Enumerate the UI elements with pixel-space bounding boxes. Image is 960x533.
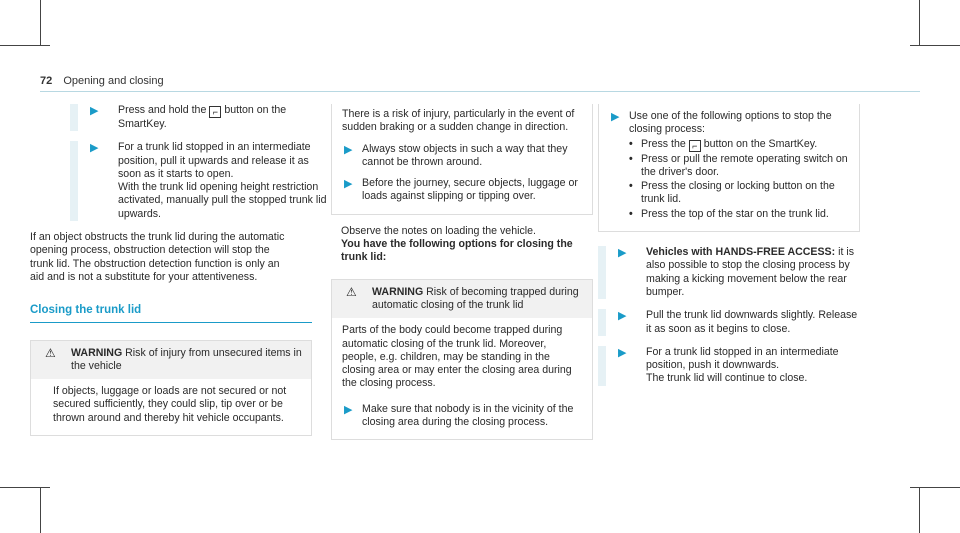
warning-triangle-icon: ⚠: [346, 284, 357, 299]
step-intermediate: ▶ For a trunk lid stopped in an intermediate position, pull it upwards and release it as soon as it starts to open. With the trunk lid opening height restriction activated, manually pull the stopped trunk lid upwards.: [70, 141, 328, 221]
warning-box: ⚠ WARNING Risk of injury from unsecured items in the vehicle If objects, luggage or loads are not secured or not secured sufficiently, they could slip, tip over or be thrown around and thereby hit vehicle occupants.: [30, 340, 312, 436]
notes-paragraph: Observe the notes on loading the vehicle.: [341, 224, 536, 237]
crop-mark: [919, 488, 920, 533]
step-push-down: ▶ For a trunk lid stopped in an intermediate position, push it downwards. The trunk lid will continue to close.: [598, 346, 860, 386]
arrow-right-icon: ▶: [611, 111, 620, 123]
crop-mark: [910, 45, 960, 46]
column-2: [331, 104, 593, 440]
crop-mark: [40, 488, 41, 533]
warning-triangle-icon: ⚠: [45, 345, 56, 360]
trunk-key-icon: ⌐: [209, 106, 221, 118]
obstruction-paragraph: If an object obstructs the trunk lid during the automatic opening process, obstruction detection will stop the trunk lid. The obstruction detection function is only an aid and is not a substitute for your attentiveness.: [30, 231, 285, 283]
arrow-right-icon: ▶: [90, 142, 99, 155]
column-1: [30, 104, 328, 436]
section-title: Closing the trunk lid: [30, 304, 312, 322]
arrow-right-icon: ▶: [618, 247, 627, 260]
page-title: Opening and closing: [63, 75, 164, 87]
arrow-right-icon: ▶: [618, 310, 627, 323]
header-rule: [40, 91, 920, 92]
warning-continued: There is a risk of injury, particularly in the event of sudden braking or a sudden change in direction. ▶ Always stow objects in such a way that they cannot be thrown around. ▶ Before the journey, secure objects, luggage or loads against slipping or tipping over.: [331, 104, 593, 215]
crop-mark: [910, 487, 960, 488]
step-pull-down: ▶ Pull the trunk lid downwards slightly. Release it as soon as it begins to close.: [598, 309, 860, 336]
arrow-right-icon: ▶: [90, 105, 99, 117]
column-3: [598, 104, 860, 396]
arrow-right-icon: ▶: [344, 143, 353, 156]
crop-mark: [919, 0, 920, 45]
arrow-right-icon: ▶: [344, 403, 353, 416]
warning-box-trapped: ⚠ WARNING Risk of becoming trapped during automatic closing of the trunk lid Parts of the body could become trapped during automatic closing of the trunk lid. Moreover, people, e.g. children, may be standing in the closing area or may enter the closing area during the closing process. ▶ Make sure that nobody is in the vicinity of the closing area during the closing process.: [331, 279, 593, 441]
page-number: 72: [40, 75, 53, 87]
page-header: [40, 75, 164, 88]
crop-mark: [0, 45, 50, 46]
arrow-right-icon: ▶: [344, 178, 353, 191]
crop-mark: [40, 0, 41, 45]
options-heading: You have the following options for closing the trunk lid:: [341, 238, 573, 264]
trunk-key-icon: ⌐: [689, 140, 701, 152]
crop-mark: [0, 487, 50, 488]
step-press-hold: ▶ Press and hold the ⌐ button on the SmartKey.: [70, 104, 328, 131]
stop-options-box: ▶ Use one of the following options to stop the closing process: • Press the ⌐ button on the SmartKey. • Press or pull the remote operating switch on the driver's door. • Press the closing or locking button on the trunk lid. • Press the top of the star on the trunk lid.: [598, 104, 860, 232]
arrow-right-icon: ▶: [618, 346, 627, 359]
step-hands-free: ▶ Vehicles with HANDS-FREE ACCESS: it is also possible to stop the closing process by making a kicking movement below the rear bumper.: [598, 246, 860, 299]
